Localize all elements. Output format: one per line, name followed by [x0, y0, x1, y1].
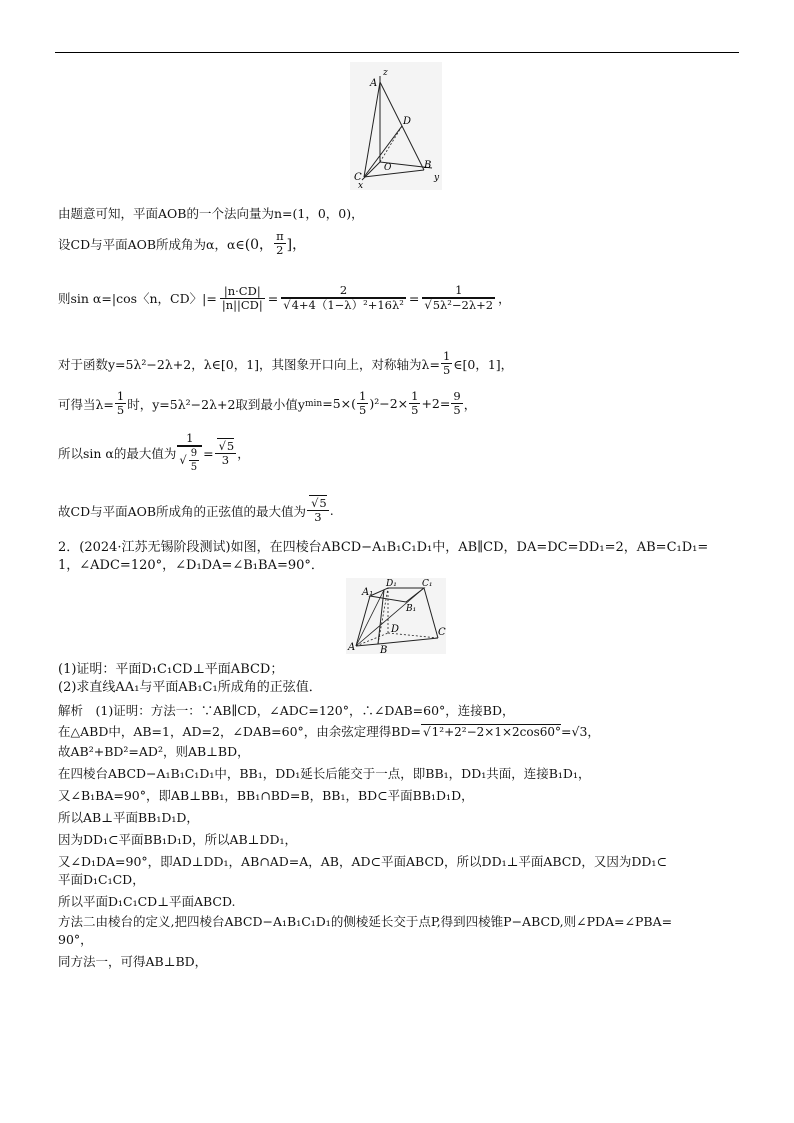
sol2-line1: 解析 (1)证明：方法一：∵AB∥CD，∠ADC=120°，∴∠DAB=60°，连接BD，: [58, 703, 515, 718]
svg-text:D: D: [391, 624, 400, 635]
problem2-q1: (1)证明：平面D₁C₁CD⊥平面ABCD；: [58, 662, 284, 677]
problem2-q2: (2)求直线AA₁与平面AB₁C₁所成角的正弦值．: [58, 680, 322, 695]
sol2-line9: 平面D₁C₁CD，: [58, 872, 145, 887]
svg-text:D₁: D₁: [386, 579, 397, 589]
label-A: A: [370, 78, 378, 89]
svg-text:C: C: [438, 627, 446, 638]
svg-text:A: A: [348, 642, 356, 653]
svg-text:z: z: [383, 68, 388, 78]
svg-text:x: x: [358, 181, 364, 190]
svg-text:y: y: [434, 173, 440, 183]
svg-text:A₁: A₁: [362, 587, 374, 598]
sol2-line8: 又∠D₁DA=90°，即AD⊥DD₁，AB∩AD=A，AB，AD⊂平面ABCD，所以DD₁⊥平面ABCD，又因为DD₁⊂: [58, 854, 667, 869]
sol1-line7: 故CD与平面AOB所成角的正弦值的最大值为 √ $\frac{5}{3}$ .: [58, 497, 334, 524]
svg-text:O: O: [384, 163, 392, 173]
sol1-line3: 则sin α=|cos〈n，CD〉|= $\frac{|n\cdot CD|}{|n||CD|}$ = 2 √ 4+4（1−λ）²+16λ² = 1 √ 5λ²−2λ+2 ，: [58, 284, 511, 312]
svg-text:B: B: [424, 160, 432, 171]
header-rule: [55, 52, 739, 53]
sol2-line12: 90°，: [58, 932, 93, 947]
sol2-line4: 在四棱台ABCD−A₁B₁C₁D₁中，BB₁，DD₁延长后能交于一点，即BB₁，DD₁共面，连接B₁D₁，: [58, 766, 591, 781]
problem2-stmt2: 1，∠ADC=120°，∠D₁DA=∠B₁BA=90°．: [58, 558, 324, 573]
svg-text:C₁: C₁: [422, 579, 433, 589]
sol1-line2: 设CD与平面AOB所成角为α，α∈ (0， $\frac{\pi}{2}$ ]，: [58, 229, 307, 257]
sol2-line11: 方法二由棱台的定义,把四棱台ABCD−A₁B₁C₁D₁的侧棱延长交于点P,得到四棱锥P−ABCD,则∠PDA=∠PBA=: [58, 914, 673, 929]
svg-text:C: C: [354, 172, 362, 183]
sol2-line13: 同方法一，可得AB⊥BD，: [58, 954, 208, 969]
svg-text:B: B: [380, 645, 388, 654]
sol1-line6: 所以sin α的最大值为 1 √ $\frac{9}{5}$ = √ $\frac{5}{3}$ ，: [58, 432, 250, 474]
figure-tetrahedron-coordinates: [350, 62, 442, 190]
sol2-line7: 因为DD₁⊂平面BB₁D₁D，所以AB⊥DD₁，: [58, 832, 297, 847]
sol2-line5: 又∠B₁BA=90°，即AB⊥BB₁，BB₁∩BD=B，BB₁，BD⊂平面BB₁D₁D，: [58, 788, 474, 803]
svg-text:B₁: B₁: [406, 604, 417, 614]
sol1-line5: 可得当λ= $\frac{1}{5}$ 时，y=5λ²−2λ+2取到最小值y min =5×( $\frac{1}{5}$ )²−2× $\frac{1}{5}$ +2= $\frac{9}{5}$ ，: [58, 389, 477, 417]
sol2-line3: 故AB²+BD²=AD²，则AB⊥BD，: [58, 744, 250, 759]
sol2-line10: 所以平面D₁C₁CD⊥平面ABCD.: [58, 894, 236, 909]
sol2-line6: 所以AB⊥平面BB₁D₁D，: [58, 810, 199, 825]
sol1-line4: 对于函数y=5λ²−2λ+2，λ∈[0，1]，其图象开口向上，对称轴为λ= $\frac{1}{5}$ ∈[0，1]，: [58, 349, 514, 377]
svg-text:D: D: [403, 116, 412, 127]
sol1-line1: 由题意可知，平面AOB的一个法向量为n=(1，0，0)，: [58, 206, 364, 221]
sol2-line2: 在△ABD中，AB=1，AD=2，∠DAB=60°，由余弦定理得BD= √ 1²+2²−2×1×2cos60° =√3，: [58, 722, 600, 740]
problem2-stmt1: 2．(2024·江苏无锡阶段测试)如图，在四棱台ABCD−A₁B₁C₁D₁中，AB∥CD，DA=DC=DD₁=2，AB=C₁D₁=: [58, 540, 709, 555]
figure-frustum: [346, 578, 446, 654]
